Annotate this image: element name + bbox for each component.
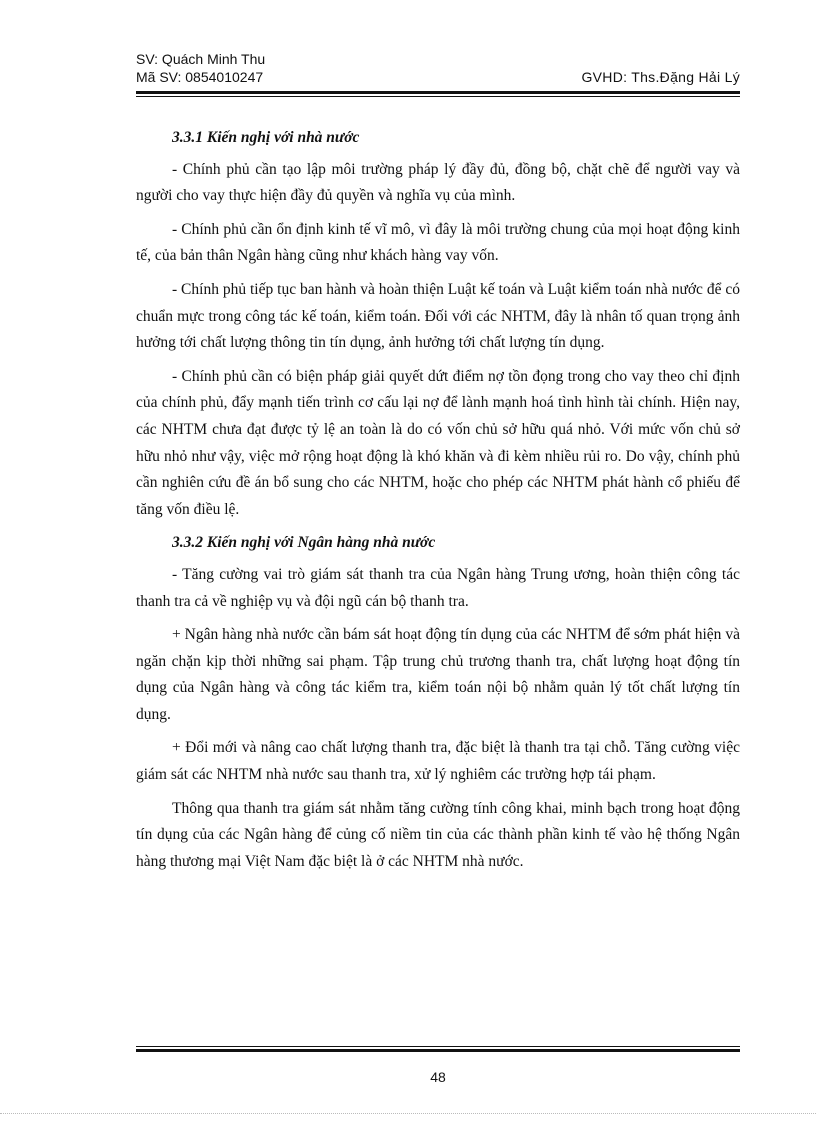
page-header (136, 50, 740, 86)
student-name: SV: Quách Minh Thu (136, 51, 266, 67)
header-rule-thick (136, 91, 740, 94)
paragraph: + Đổi mới và nâng cao chất lượng thanh tra, đặc biệt là thanh tra tại chỗ. Tăng cường việc giám sát các NHTM nhà nước sau thanh tra, xử lý nghiêm các trường hợp tái phạm. (136, 739, 740, 784)
paragraph: Thông qua thanh tra giám sát nhằm tăng cường tính công khai, minh bạch trong hoạt động tín dụng của các Ngân hàng để củng cố niềm tin của các thành phần kinh tế vào hệ thống Ngân hàng thương mại Việt Nam đặc biệt là ở các NHTM nhà nước. (136, 799, 740, 870)
paragraph: - Chính phủ cần ổn định kinh tế vĩ mô, vì đây là môi trường chung của mọi hoạt động kinh tế, của bản thân Ngân hàng cũng như khách hàng vay vốn. (136, 220, 740, 265)
paragraph: + Ngân hàng nhà nước cần bám sát hoạt động tín dụng của các NHTM để sớm phát hiện và ngăn chặn kịp thời những sai phạm. Tập trung chủ trương thanh tra, chất lượng hoạt động tín dụng của Ngân hàng và công tác kiểm tra, kiểm toán nội bộ nhằm quản lý tốt chất lượng tín dụng. (136, 626, 740, 723)
footer-rule-thin (136, 1046, 740, 1047)
document-body (136, 125, 740, 882)
paragraph: - Chính phủ tiếp tục ban hành và hoàn thiện Luật kế toán và Luật kiểm toán nhà nước để có chuẩn mực trong công tác kế toán, kiểm toán. Đối với các NHTM, đây là nhân tố quan trọng ảnh hưởng tới chất lượng thông tin tín dụng, ảnh hưởng tới chất lượng tín dụng. (136, 280, 740, 352)
header-rule-thin (136, 96, 740, 97)
page-edge-divider (0, 1113, 816, 1114)
paragraph: - Chính phủ cần tạo lập môi trường pháp lý đầy đủ, đồng bộ, chặt chẽ để người vay và người cho vay thực hiện đầy đủ quyền và nghĩa vụ của mình. (136, 160, 740, 205)
footer-rule-thick (136, 1049, 740, 1052)
section-heading-3-3-1: 3.3.1 Kiến nghị với nhà nước (172, 129, 360, 146)
student-id: Mã SV: 0854010247 (136, 69, 264, 85)
section-heading-3-3-2: 3.3.2 Kiến nghị với Ngân hàng nhà nước (172, 534, 436, 552)
advisor-name: GVHD: Ths.Đặng Hải Lý (581, 69, 740, 85)
page-number: 48 (430, 1069, 446, 1085)
paragraph: - Chính phủ cần có biện pháp giải quyết dứt điểm nợ tồn đọng trong cho vay theo chỉ định của chính phủ, đẩy mạnh tiến trình cơ cấu lại nợ để lành mạnh hoá tình hình tài chính. Hiện nay, các NHTM chưa đạt được tỷ lệ an toàn là do có vốn chủ sở hữu quá nhỏ. Với mức vốn chủ sở hữu nhỏ như vậy, việc mở rộng hoạt động là khó khăn và đi kèm nhiều rủi ro. Do vậy, chính phủ cần nghiên cứu đề án bổ sung cho các NHTM, hoặc cho phép các NHTM phát hành cổ phiếu để tăng vốn điều lệ. (136, 367, 740, 518)
paragraph: - Tăng cường vai trò giám sát thanh tra của Ngân hàng Trung ương, hoàn thiện công tác thanh tra cả về nghiệp vụ và đội ngũ cán bộ thanh tra. (136, 565, 740, 610)
